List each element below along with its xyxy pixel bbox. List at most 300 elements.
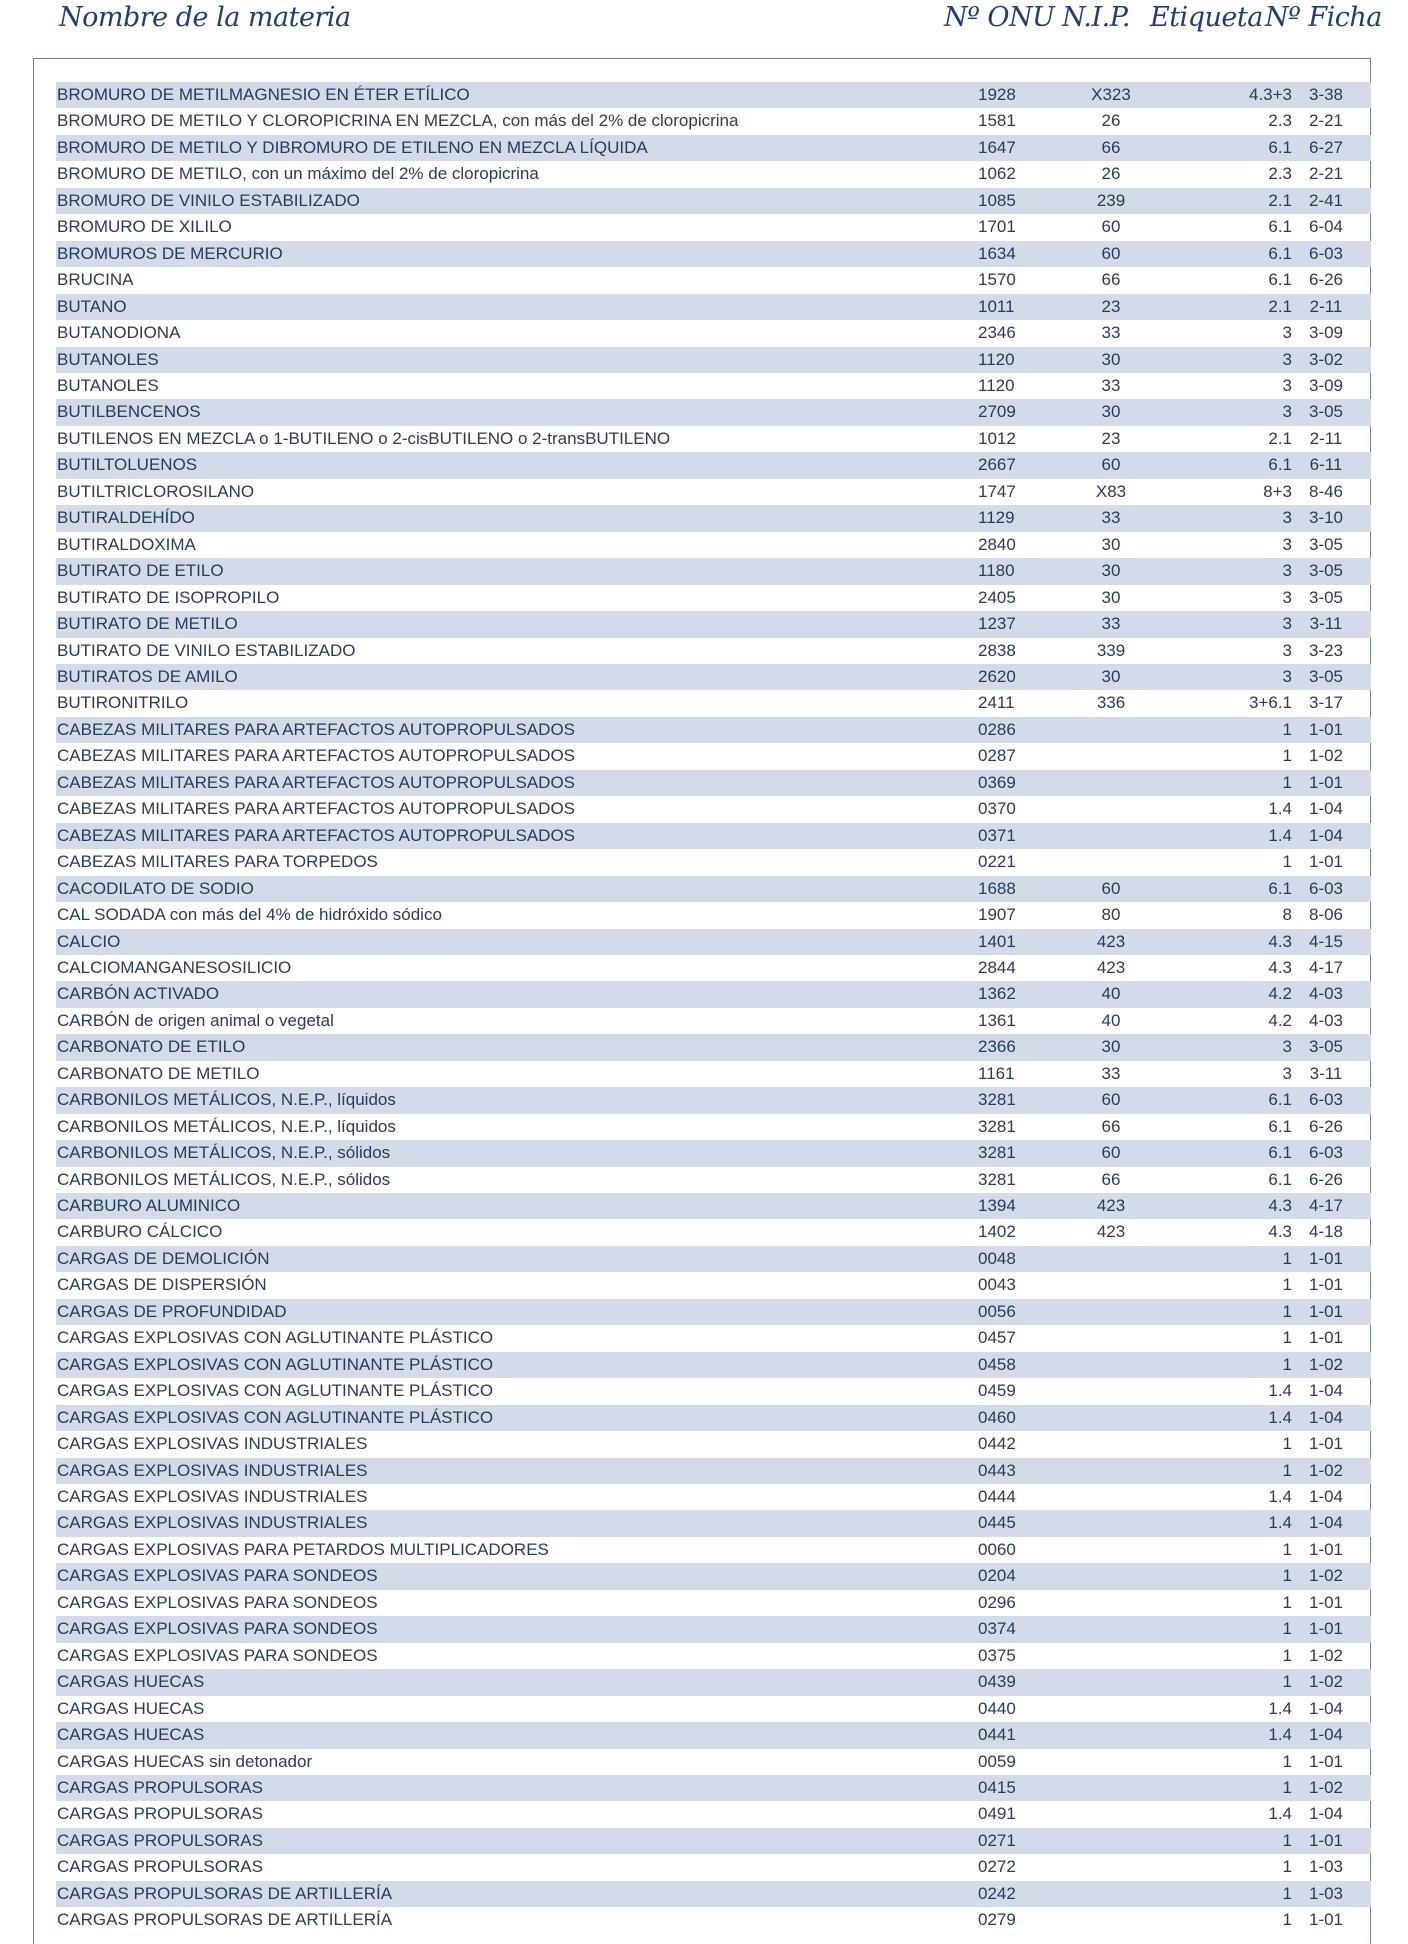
cell-onu: 0443 [978, 1460, 1016, 1480]
cell-ficha: 2-41 [1308, 190, 1344, 210]
cell-label: 3 [1282, 1063, 1292, 1083]
cell-label: 4.2 [1268, 984, 1292, 1004]
table-row [56, 690, 1371, 716]
table-row [56, 823, 1371, 849]
cell-name: CARGAS PROPULSORAS [57, 1857, 263, 1877]
cell-onu: 1012 [978, 428, 1016, 448]
cell-ficha: 3-09 [1308, 375, 1344, 395]
cell-onu: 0441 [978, 1725, 1016, 1745]
cell-name: BUTILENOS EN MEZCLA o 1-BUTILENO o 2-cisBUTILENO o 2-transBUTILENO [57, 428, 671, 448]
cell-label: 4.3 [1268, 1222, 1292, 1242]
cell-label: 4.3 [1268, 957, 1292, 977]
table-row [56, 399, 1371, 425]
cell-onu: 0415 [978, 1778, 1016, 1797]
table-row [56, 558, 1371, 584]
cell-ficha: 6-03 [1308, 1090, 1344, 1110]
table-row [56, 1458, 1371, 1484]
cell-name: CABEZAS MILITARES PARA ARTEFACTOS AUTOPROPULSADOS [57, 799, 576, 819]
table-row [56, 214, 1371, 240]
cell-name: CARGAS DE DISPERSIÓN [57, 1275, 267, 1295]
cell-onu: 0271 [978, 1830, 1016, 1850]
cell-onu: 1011 [978, 296, 1015, 316]
table-row [56, 1167, 1371, 1193]
cell-ficha: 1-04 [1308, 1804, 1344, 1824]
table-row [56, 1749, 1371, 1775]
table-row [56, 1854, 1371, 1880]
cell-onu: 2366 [978, 1037, 1016, 1057]
cell-nip: 60 [1101, 1143, 1121, 1163]
cell-name: BROMURO DE VINILO ESTABILIZADO [57, 190, 360, 210]
cell-label: 1 [1282, 746, 1292, 766]
cell-ficha: 3-10 [1308, 508, 1344, 528]
cell-name: BROMURO DE METILO Y CLOROPICRINA EN MEZCLA, con más del 2% de cloropicrina [57, 111, 739, 131]
cell-nip: 30 [1101, 561, 1121, 581]
cell-onu: 2840 [978, 534, 1016, 554]
cell-label: 6.1 [1268, 1090, 1292, 1110]
table-row [56, 876, 1371, 902]
cell-ficha: 2-11 [1309, 296, 1343, 316]
cell-onu: 2844 [978, 957, 1016, 977]
cell-name: BUTIRATO DE ISOPROPILO [57, 587, 280, 607]
cell-name: CABEZAS MILITARES PARA ARTEFACTOS AUTOPROPULSADOS [57, 746, 576, 766]
cell-onu: 0375 [978, 1645, 1016, 1665]
cell-nip: 30 [1101, 587, 1121, 607]
cell-label: 8 [1282, 905, 1292, 925]
cell-ficha: 6-26 [1308, 1169, 1344, 1189]
cell-onu: 2709 [978, 402, 1016, 422]
cell-nip: 60 [1101, 217, 1121, 237]
cell-name: CARGAS EXPLOSIVAS PARA SONDEOS [57, 1619, 378, 1639]
cell-name: BUTILBENCENOS [57, 402, 201, 422]
cell-name: CARGAS PROPULSORAS DE ARTILLERÍA [57, 1910, 393, 1930]
cell-label: 3 [1282, 402, 1292, 422]
cell-name: CABEZAS MILITARES PARA TORPEDOS [57, 852, 378, 872]
cell-name: CARGAS PROPULSORAS [57, 1778, 263, 1797]
cell-nip: 30 [1101, 1037, 1121, 1057]
table-row [56, 1643, 1371, 1669]
table-row [56, 717, 1371, 743]
cell-nip: X323 [1091, 85, 1131, 104]
cell-ficha: 3-05 [1308, 1037, 1344, 1057]
cell-nip: 60 [1101, 455, 1121, 475]
table-body [56, 82, 1371, 1934]
table-row [56, 770, 1371, 796]
cell-onu: 1581 [978, 111, 1016, 131]
cell-ficha: 1-02 [1308, 1645, 1344, 1665]
cell-label: 1 [1282, 1354, 1292, 1374]
cell-name: CARGAS PROPULSORAS [57, 1804, 263, 1824]
cell-label: 1 [1282, 1883, 1292, 1903]
cell-nip: X83 [1095, 481, 1127, 501]
cell-onu: 1129 [978, 508, 1015, 528]
cell-nip: 423 [1096, 1196, 1126, 1216]
cell-label: 3+6.1 [1248, 693, 1292, 713]
cell-nip: 26 [1101, 164, 1121, 184]
cell-label: 6.1 [1268, 455, 1292, 475]
cell-name: CARGAS EXPLOSIVAS INDUSTRIALES [57, 1487, 368, 1507]
cell-ficha: 3-05 [1308, 666, 1344, 686]
cell-label: 1 [1282, 1566, 1292, 1586]
cell-ficha: 4-03 [1308, 1010, 1344, 1030]
cell-label: 6.1 [1268, 878, 1292, 898]
cell-name: CALCIOMANGANESOSILICIO [57, 957, 292, 977]
cell-name: BRUCINA [57, 270, 134, 290]
table-row [56, 955, 1371, 981]
cell-ficha: 1-03 [1308, 1857, 1344, 1877]
cell-nip: 60 [1101, 243, 1121, 263]
cell-name: CARGAS EXPLOSIVAS CON AGLUTINANTE PLÁSTICO [57, 1328, 494, 1348]
cell-name: CARGAS HUECAS [57, 1725, 205, 1745]
cell-nip: 66 [1101, 1169, 1121, 1189]
cell-name: CARBÓN ACTIVADO [57, 984, 220, 1004]
table-row [56, 1590, 1371, 1616]
header-nip: N.I.P. [1062, 2, 1131, 33]
cell-label: 1 [1282, 1910, 1292, 1930]
table-row [56, 1801, 1371, 1827]
cell-label: 3 [1282, 561, 1292, 581]
cell-ficha: 3-17 [1308, 693, 1344, 713]
cell-name: BROMURO DE METILMAGNESIO EN ÉTER ETÍLICO [57, 85, 470, 104]
cell-name: BROMURO DE METILO Y DIBROMURO DE ETILENO EN MEZCLA LÍQUIDA [57, 137, 648, 157]
cell-ficha: 8-46 [1308, 481, 1344, 501]
cell-nip: 40 [1101, 984, 1121, 1004]
cell-name: BUTANO [57, 296, 127, 316]
table-row [56, 1299, 1371, 1325]
cell-ficha: 6-03 [1308, 878, 1344, 898]
cell-onu: 1928 [978, 85, 1016, 104]
cell-label: 1.4 [1268, 1725, 1292, 1745]
table-row [56, 1193, 1371, 1219]
cell-ficha: 3-23 [1308, 640, 1344, 660]
cell-onu: 0458 [978, 1354, 1016, 1374]
table-row [56, 902, 1371, 928]
cell-ficha: 1-04 [1308, 1725, 1344, 1745]
table-row [56, 981, 1371, 1007]
cell-name: CARGAS EXPLOSIVAS INDUSTRIALES [57, 1460, 368, 1480]
cell-onu: 0491 [978, 1804, 1016, 1824]
table-row [56, 108, 1371, 134]
table-row [56, 1087, 1371, 1113]
cell-onu: 1362 [978, 984, 1016, 1004]
cell-name: CARGAS HUECAS [57, 1672, 205, 1692]
cell-nip: 30 [1101, 534, 1121, 554]
cell-name: CARGAS EXPLOSIVAS CON AGLUTINANTE PLÁSTICO [57, 1381, 494, 1401]
cell-label: 1 [1282, 1751, 1292, 1771]
table-row [56, 1484, 1371, 1510]
cell-nip: 23 [1101, 428, 1121, 448]
cell-label: 1 [1282, 719, 1292, 739]
table-header [0, 0, 1408, 48]
cell-onu: 0272 [978, 1857, 1016, 1877]
cell-name: CARGAS DE DEMOLICIÓN [57, 1248, 270, 1268]
cell-ficha: 1-01 [1308, 1539, 1344, 1559]
cell-name: CARGAS HUECAS [57, 1698, 205, 1718]
cell-ficha: 1-04 [1308, 1407, 1344, 1427]
cell-label: 6.1 [1268, 137, 1292, 157]
table-row [56, 373, 1371, 399]
table-row [56, 1140, 1371, 1166]
cell-ficha: 3-38 [1308, 85, 1344, 104]
table-row [56, 1537, 1371, 1563]
table-row [56, 1696, 1371, 1722]
cell-ficha: 2-21 [1308, 164, 1344, 184]
header-onu: Nº ONU [944, 2, 1055, 33]
cell-name: CARGAS HUECAS sin detonador [57, 1751, 313, 1771]
header-label: Etiqueta [1150, 2, 1263, 33]
cell-onu: 1120 [978, 375, 1015, 395]
cell-ficha: 1-04 [1308, 799, 1344, 819]
table-row [56, 743, 1371, 769]
cell-nip: 80 [1101, 905, 1121, 925]
cell-ficha: 1-04 [1308, 1513, 1344, 1533]
cell-onu: 0459 [978, 1381, 1016, 1401]
cell-name: CARBÓN de origen animal o vegetal [57, 1010, 334, 1030]
cell-nip: 23 [1101, 296, 1121, 316]
cell-nip: 40 [1101, 1010, 1121, 1030]
cell-nip: 30 [1101, 349, 1121, 369]
cell-nip: 336 [1096, 693, 1126, 713]
cell-ficha: 6-26 [1308, 270, 1344, 290]
cell-label: 6.1 [1268, 270, 1292, 290]
cell-label: 2.1 [1268, 428, 1292, 448]
cell-label: 3 [1282, 1037, 1292, 1057]
cell-label: 2.1 [1268, 190, 1292, 210]
cell-ficha: 1-01 [1308, 1248, 1344, 1268]
cell-onu: 0369 [978, 772, 1016, 792]
cell-ficha: 1-01 [1308, 719, 1344, 739]
cell-nip: 60 [1101, 1090, 1121, 1110]
table-row [56, 1616, 1371, 1642]
table-row [56, 1246, 1371, 1272]
cell-onu: 3281 [978, 1169, 1016, 1189]
cell-onu: 3281 [978, 1143, 1016, 1163]
cell-label: 1 [1282, 1672, 1292, 1692]
table-row [56, 1881, 1371, 1907]
cell-ficha: 3-11 [1309, 614, 1343, 634]
cell-name: BUTIRATO DE VINILO ESTABILIZADO [57, 640, 356, 660]
cell-nip: 60 [1101, 878, 1121, 898]
cell-label: 1.4 [1268, 1698, 1292, 1718]
table-row [56, 1669, 1371, 1695]
cell-onu: 1394 [978, 1196, 1016, 1216]
cell-label: 1.4 [1268, 1513, 1292, 1533]
table-row [56, 1907, 1371, 1933]
cell-name: BUTIRATO DE ETILO [57, 561, 224, 581]
table-row [56, 1722, 1371, 1748]
cell-label: 6.1 [1268, 1169, 1292, 1189]
cell-ficha: 3-05 [1308, 534, 1344, 554]
cell-name: CARGAS EXPLOSIVAS PARA SONDEOS [57, 1645, 378, 1665]
cell-onu: 1647 [978, 137, 1016, 157]
cell-label: 1 [1282, 852, 1292, 872]
cell-name: CARBURO ALUMINICO [57, 1196, 241, 1216]
cell-ficha: 2-21 [1308, 111, 1344, 131]
cell-label: 1 [1282, 1460, 1292, 1480]
table-row [56, 1431, 1371, 1457]
cell-label: 6.1 [1268, 217, 1292, 237]
table-row [56, 1563, 1371, 1589]
cell-label: 1 [1282, 1328, 1292, 1348]
cell-nip: 239 [1096, 190, 1126, 210]
cell-nip: 26 [1101, 111, 1121, 131]
cell-ficha: 1-02 [1308, 746, 1344, 766]
cell-label: 1.4 [1268, 1407, 1292, 1427]
table-row [56, 1378, 1371, 1404]
cell-onu: 1361 [978, 1010, 1016, 1030]
cell-name: CALCIO [57, 931, 121, 951]
cell-ficha: 3-05 [1308, 587, 1344, 607]
cell-label: 1 [1282, 1539, 1292, 1559]
cell-label: 6.1 [1268, 243, 1292, 263]
cell-name: BUTILTRICLOROSILANO [57, 481, 255, 501]
cell-label: 4.3+3 [1248, 85, 1292, 104]
table-row [56, 1219, 1371, 1245]
table-row [56, 929, 1371, 955]
table-row [56, 1272, 1371, 1298]
cell-name: CARBONATO DE METILO [57, 1063, 260, 1083]
cell-ficha: 4-17 [1308, 1196, 1344, 1216]
cell-onu: 2667 [978, 455, 1016, 475]
cell-onu: 0457 [978, 1328, 1016, 1348]
cell-onu: 3281 [978, 1090, 1016, 1110]
cell-ficha: 3-09 [1308, 323, 1344, 343]
header-ficha: Nº Ficha [1265, 2, 1382, 33]
cell-onu: 1401 [978, 931, 1016, 951]
cell-ficha: 6-04 [1308, 217, 1344, 237]
table-row [56, 1061, 1371, 1087]
cell-ficha: 1-01 [1308, 1592, 1344, 1612]
cell-nip: 30 [1101, 666, 1121, 686]
cell-onu: 1120 [978, 349, 1015, 369]
table-row [56, 505, 1371, 531]
cell-onu: 0279 [978, 1910, 1016, 1930]
table-row [56, 452, 1371, 478]
cell-name: CARBONILOS METÁLICOS, N.E.P., líquidos [57, 1090, 396, 1110]
cell-label: 1 [1282, 1857, 1292, 1877]
table-row [56, 82, 1371, 108]
cell-label: 2.3 [1268, 164, 1292, 184]
cell-label: 1 [1282, 1301, 1292, 1321]
cell-name: CARGAS PROPULSORAS DE ARTILLERÍA [57, 1883, 393, 1903]
table-row [56, 479, 1371, 505]
cell-ficha: 3-05 [1308, 561, 1344, 581]
cell-name: CACODILATO DE SODIO [57, 878, 254, 898]
cell-onu: 0043 [978, 1275, 1016, 1295]
cell-onu: 1180 [978, 561, 1015, 581]
cell-ficha: 1-01 [1308, 1301, 1344, 1321]
cell-ficha: 3-05 [1308, 402, 1344, 422]
cell-label: 1 [1282, 772, 1292, 792]
cell-name: CARGAS EXPLOSIVAS CON AGLUTINANTE PLÁSTICO [57, 1354, 494, 1374]
cell-name: BROMURO DE METILO, con un máximo del 2% de cloropicrina [57, 164, 539, 184]
cell-name: BROMUROS DE MERCURIO [57, 243, 283, 263]
cell-onu: 0296 [978, 1592, 1016, 1612]
cell-name: CARGAS EXPLOSIVAS INDUSTRIALES [57, 1434, 368, 1454]
cell-nip: 66 [1101, 137, 1121, 157]
table-row [56, 611, 1371, 637]
cell-label: 1.4 [1268, 1804, 1292, 1824]
cell-ficha: 4-03 [1308, 984, 1344, 1004]
cell-onu: 1085 [978, 190, 1016, 210]
cell-label: 3 [1282, 323, 1292, 343]
cell-ficha: 1-04 [1308, 825, 1344, 845]
cell-ficha: 1-03 [1308, 1883, 1344, 1903]
cell-name: BUTIRONITRILO [57, 693, 189, 713]
cell-ficha: 4-15 [1308, 931, 1344, 951]
cell-name: CARGAS EXPLOSIVAS INDUSTRIALES [57, 1513, 368, 1533]
cell-ficha: 3-11 [1309, 1063, 1343, 1083]
table-row [56, 1034, 1371, 1060]
cell-onu: 1161 [978, 1063, 1015, 1083]
cell-onu: 0444 [978, 1487, 1016, 1507]
cell-label: 3 [1282, 534, 1292, 554]
cell-label: 3 [1282, 587, 1292, 607]
cell-label: 1.4 [1268, 1487, 1292, 1507]
cell-ficha: 1-01 [1308, 852, 1344, 872]
table-row [56, 1114, 1371, 1140]
table-row [56, 1352, 1371, 1378]
cell-onu: 2838 [978, 640, 1016, 660]
cell-label: 1 [1282, 1645, 1292, 1665]
cell-name: CARBONILOS METÁLICOS, N.E.P., sólidos [57, 1143, 391, 1163]
cell-label: 1 [1282, 1592, 1292, 1612]
cell-ficha: 1-04 [1308, 1381, 1344, 1401]
cell-name: CABEZAS MILITARES PARA ARTEFACTOS AUTOPROPULSADOS [57, 825, 576, 845]
table-row [56, 796, 1371, 822]
table-row [56, 849, 1371, 875]
cell-name: BUTANODIONA [57, 323, 181, 343]
cell-onu: 1570 [978, 270, 1016, 290]
cell-ficha: 1-04 [1308, 1698, 1344, 1718]
cell-nip: 33 [1101, 375, 1121, 395]
cell-nip: 423 [1096, 1222, 1126, 1242]
cell-ficha: 4-18 [1308, 1222, 1344, 1242]
cell-name: CARBONILOS METÁLICOS, N.E.P., líquidos [57, 1116, 396, 1136]
cell-onu: 0445 [978, 1513, 1016, 1533]
cell-onu: 0439 [978, 1672, 1016, 1692]
cell-onu: 0440 [978, 1698, 1016, 1718]
cell-ficha: 1-01 [1308, 1328, 1344, 1348]
cell-ficha: 1-02 [1308, 1460, 1344, 1480]
cell-label: 2.1 [1268, 296, 1292, 316]
cell-name: CARBURO CÁLCICO [57, 1222, 223, 1242]
cell-onu: 0204 [978, 1566, 1016, 1586]
cell-label: 1 [1282, 1275, 1292, 1295]
cell-ficha: 1-02 [1308, 1566, 1344, 1586]
cell-label: 3 [1282, 349, 1292, 369]
cell-onu: 1062 [978, 164, 1016, 184]
cell-nip: 66 [1101, 270, 1121, 290]
cell-ficha: 1-02 [1308, 1778, 1344, 1797]
cell-name: CARGAS EXPLOSIVAS PARA SONDEOS [57, 1566, 378, 1586]
cell-onu: 0286 [978, 719, 1016, 739]
table-row [56, 1828, 1371, 1854]
cell-ficha: 6-11 [1309, 455, 1343, 475]
table-row [56, 267, 1371, 293]
cell-label: 1.4 [1268, 1381, 1292, 1401]
table-row [56, 188, 1371, 214]
cell-label: 6.1 [1268, 1116, 1292, 1136]
cell-onu: 0059 [978, 1751, 1016, 1771]
table-row [56, 1775, 1371, 1801]
cell-ficha: 1-01 [1308, 1830, 1344, 1850]
cell-onu: 0048 [978, 1248, 1016, 1268]
cell-nip: 423 [1096, 957, 1126, 977]
table-row [56, 294, 1371, 320]
cell-onu: 1634 [978, 243, 1016, 263]
cell-name: CARBONILOS METÁLICOS, N.E.P., sólidos [57, 1169, 391, 1189]
table-row [56, 1405, 1371, 1431]
